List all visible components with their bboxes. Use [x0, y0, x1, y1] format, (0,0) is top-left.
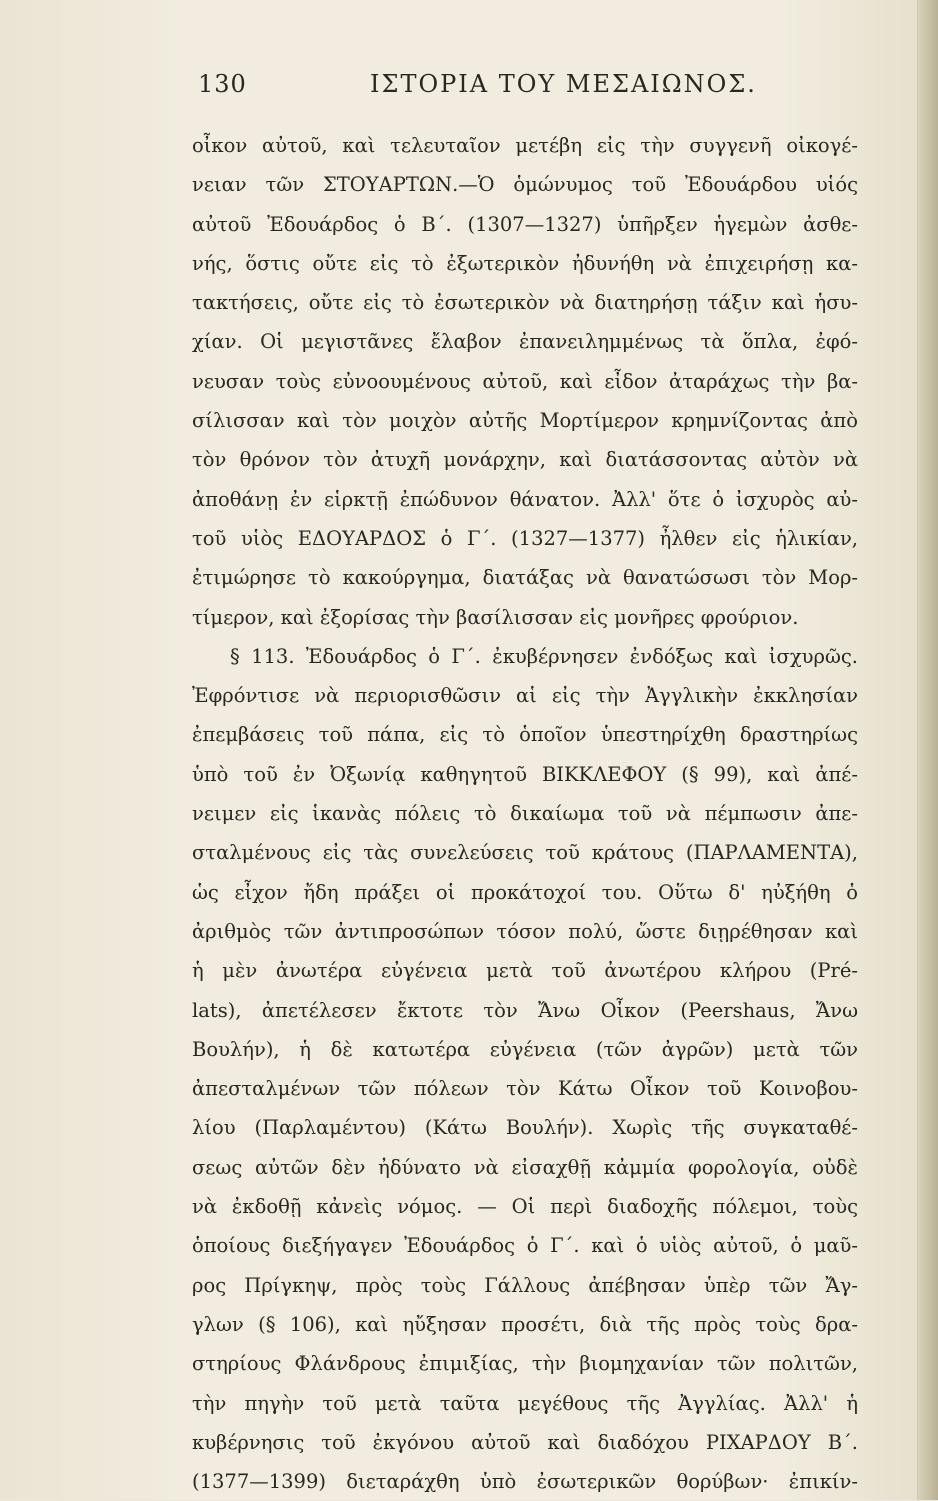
- body-text: [192, 126, 858, 1501]
- text-line: γλων (§ 106), καὶ ηὔξησαν προσέτι, διὰ τῆς πρὸς τοὺς δρα-: [192, 1312, 858, 1336]
- text-line: λίου (Παρλαμέντου) (Κάτω Βουλήν). Χωρὶς τῆς συγκαταθέ-: [192, 1116, 858, 1140]
- text-line: ἀποθάνῃ ἐν εἱρκτῇ ἐπώδυνον θάνατον. Ἀλλ' ὅτε ὁ ἰσχυρὸς αὐ-: [192, 487, 858, 511]
- text-line: νής, ὅστις οὔτε εἰς τὸ ἐξωτερικὸν ἠδυνήθη νὰ ἐπιχειρήσῃ κα-: [192, 251, 858, 275]
- text-line: Βουλήν), ἡ δὲ κατωτέρα εὐγένεια (τῶν ἀγρῶν) μετὰ τῶν: [192, 1037, 858, 1061]
- text-line: lats), ἀπετέλεσεν ἔκτοτε τὸν Ἄνω Οἶκον (Peershaus, Ἄνω: [192, 998, 858, 1022]
- text-line: στηρίους Φλάνδρους ἐπιμιξίας, τὴν βιομηχανίαν τῶν πολιτῶν,: [192, 1352, 858, 1376]
- text-line: ἀριθμὸς τῶν ἀντιπροσώπων τόσον πολύ, ὥστε διῃρέθησαν καὶ: [192, 919, 858, 943]
- text-line: κυβέρνησις τοῦ ἐκγόνου αὐτοῦ καὶ διαδόχου ΡΙΧΑΡΔΟΥ Β΄.: [192, 1430, 858, 1454]
- text-line: τοῦ υἱὸς ΕΔΟΥΑΡΔΟΣ ὁ Γ΄. (1327—1377) ἦλθεν εἰς ἡλικίαν,: [192, 526, 858, 550]
- text-line: αὐτοῦ Ἐδουάρδος ὁ Β΄. (1307—1327) ὑπῆρξεν ἡγεμὼν ἀσθε-: [192, 212, 858, 236]
- text-line: ἐτιμώρησε τὸ κακούργημα, διατάξας νὰ θανατώσωσι τὸν Μορ-: [192, 566, 858, 590]
- page-header: [198, 70, 848, 110]
- text-line: νευσαν τοὺς εὐνοουμένους αὐτοῦ, καὶ εἶδον ἀταράχως τὴν βα-: [192, 369, 858, 393]
- text-line: νὰ ἐκδοθῇ κἀνεὶς νόμος. — Οἱ περὶ διαδοχῆς πόλεμοι, τοὺς: [192, 1195, 858, 1219]
- text-line: νειαν τῶν ΣΤΟΥΑΡΤΩΝ.—Ὁ ὁμώνυμος τοῦ Ἐδουάρδου υἱός: [192, 173, 858, 197]
- text-line: τὸν θρόνον τὸν ἀτυχῆ μονάρχην, καὶ διατάσσοντας αὐτὸν νὰ: [192, 448, 858, 472]
- text-line: σίλισσαν καὶ τὸν μοιχὸν αὐτῆς Μορτίμερον κρημνίζοντας ἀπὸ: [192, 409, 858, 433]
- text-line: ἀπεσταλμένων τῶν πόλεων τὸν Κάτω Οἶκον τοῦ Κοινοβου-: [192, 1077, 858, 1101]
- text-line: τίμερον, καὶ ἐξορίσας τὴν βασίλισσαν εἰς μονῆρες φρούριον.: [192, 605, 799, 629]
- text-line: τὴν πηγὴν τοῦ μετὰ ταῦτα μεγέθους τῆς Ἀγγλίας. Ἀλλ' ἡ: [192, 1391, 858, 1415]
- text-line: ὑπὸ τοῦ ἐν Ὀξωνίᾳ καθηγητοῦ ΒΙΚΚΛΕΦΟΥ (§ 99), καὶ ἀπέ-: [192, 762, 858, 786]
- text-line: ἐπεμβάσεις τοῦ πάπα, εἰς τὸ ὁποῖον ὑπεστηρίχθη δραστηρίως: [192, 723, 858, 747]
- page-number: 130: [198, 70, 247, 98]
- text-line: σταλμένους εἰς τὰς συνελεύσεις τοῦ κράτους (ΠΑΡΛΑΜΕΝΤΑ),: [192, 841, 858, 865]
- page-edge: [917, 0, 938, 1500]
- text-line: ἡ μὲν ἀνωτέρα εὐγένεια μετὰ τοῦ ἀνωτέρου κλήρου (Pré-: [192, 959, 858, 983]
- text-line: ὁποίους διεξήγαγεν Ἐδουάρδος ὁ Γ΄. καὶ ὁ υἱὸς αὐτοῦ, ὁ μαῦ-: [192, 1234, 858, 1258]
- text-line: τακτήσεις, οὔτε εἰς τὸ ἐσωτερικὸν νὰ διατηρήσῃ τάξιν καὶ ἡσυ-: [192, 291, 858, 315]
- text-line: χίαν. Οἱ μεγιστᾶνες ἔλαβον ἐπανειλημμένως τὰ ὅπλα, ἐφό-: [192, 330, 858, 354]
- section-heading-line: § 113. Ἐδουάρδος ὁ Γ΄. ἐκυβέρνησεν ἐνδόξως καὶ ἰσχυρῶς.: [230, 644, 858, 668]
- text-line: ὡς εἶχον ἤδη πράξει οἱ προκάτοχοί του. Οὕτω δ' ηὐξήθη ὁ: [192, 880, 858, 904]
- text-line: οἶκον αὐτοῦ, καὶ τελευταῖον μετέβη εἰς τὴν συγγενῆ οἰκογέ-: [192, 134, 858, 157]
- text-line: ρος Πρίγκηψ, πρὸς τοὺς Γάλλους ἀπέβησαν ὑπὲρ τῶν Ἄγ-: [192, 1273, 858, 1297]
- text-line: σεως αὐτῶν δὲν ἠδύνατο νὰ εἰσαχθῇ κἀμμία φορολογία, οὐδὲ: [192, 1155, 858, 1179]
- text-line: (1377—1399) διεταράχθη ὑπὸ ἐσωτερικῶν θορύβων· ἐπικίν-: [192, 1470, 858, 1494]
- text-line: νειμεν εἰς ἱκανὰς πόλεις τὸ δικαίωμα τοῦ νὰ πέμπωσιν ἀπε-: [192, 802, 858, 826]
- running-title: ΙΣΤΟΡΙΑ ΤΟΥ ΜΕΣΑΙΩΝΟΣ.: [370, 70, 757, 98]
- text-line: Ἐφρόντισε νὰ περιορισθῶσιν αἱ εἰς τὴν Ἀγγλικὴν ἐκκλησίαν: [192, 684, 858, 708]
